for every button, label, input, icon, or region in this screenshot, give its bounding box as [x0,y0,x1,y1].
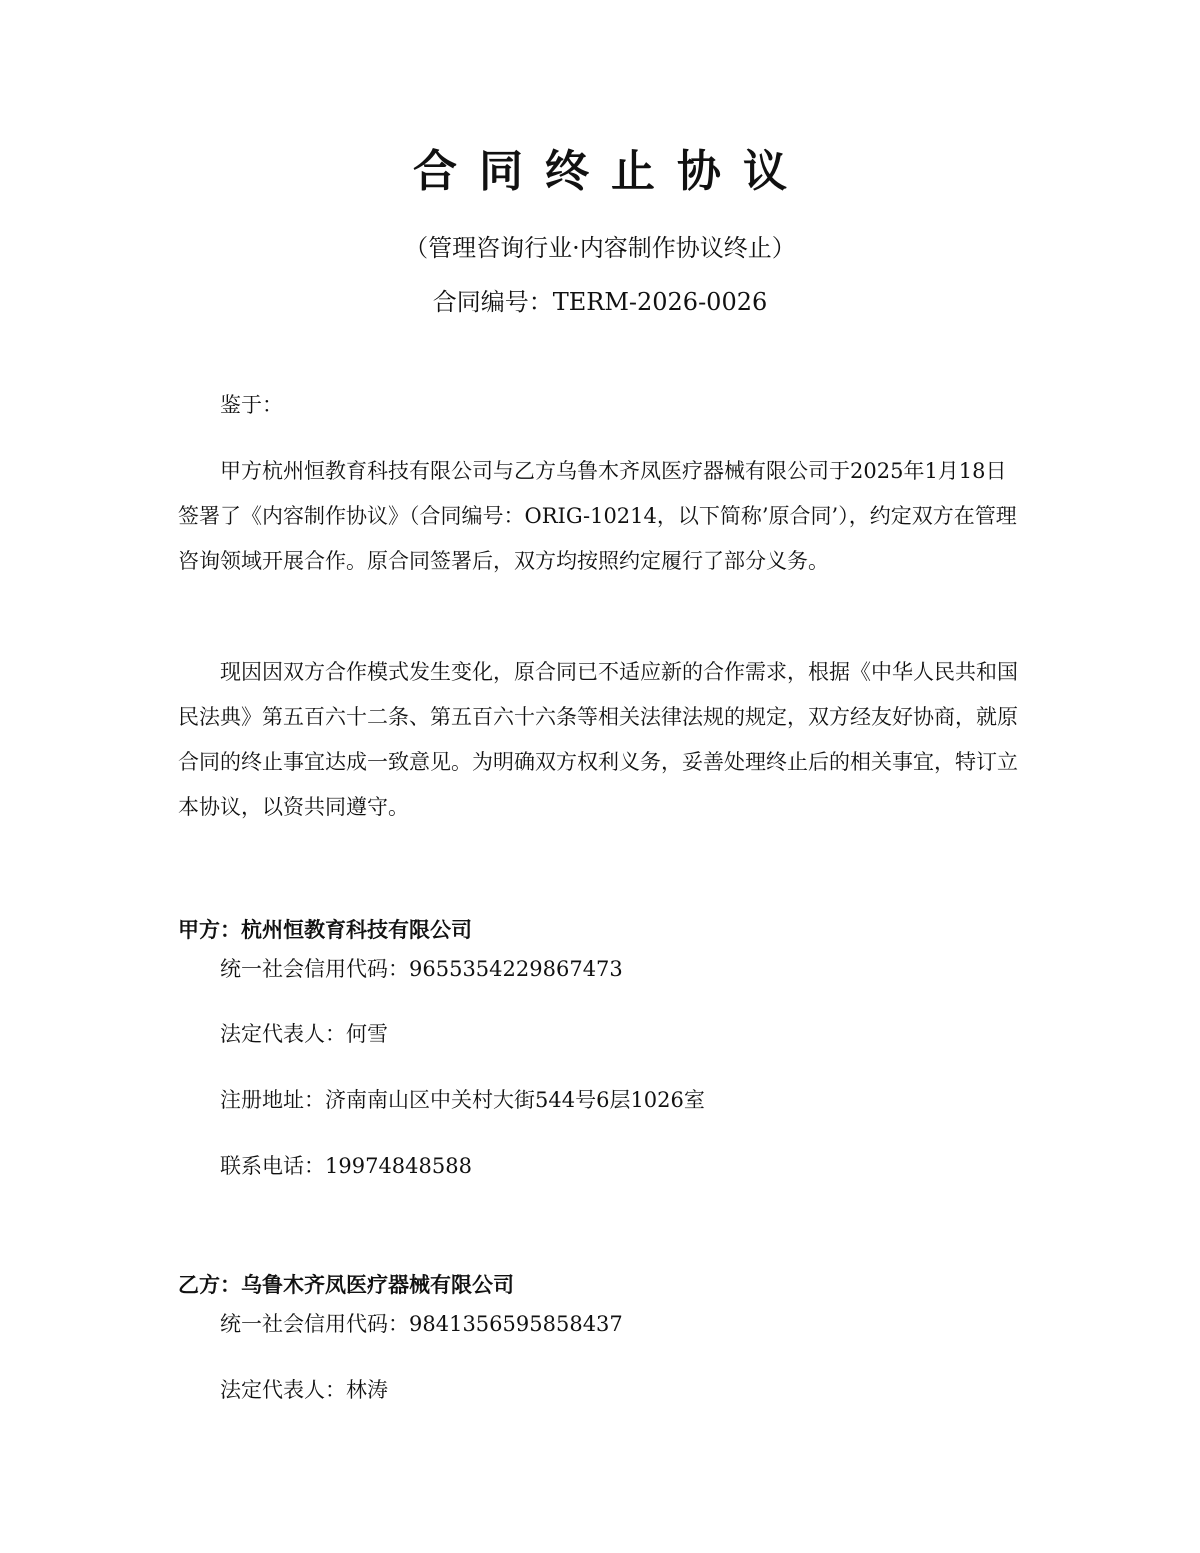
party-b-legal-rep: 法定代表人：林涛 [220,1378,388,1402]
party-b-heading: 乙方：乌鲁木齐凤医疗器械有限公司 [178,1273,514,1297]
party-b-credit-code: 统一社会信用代码：9841356595858437 [220,1312,623,1336]
preamble-paragraph-1: 甲方杭州恒教育科技有限公司与乙方乌鲁木齐凤医疗器械有限公司于2025年1月18日签署了《内容制作协议》（合同编号：ORIG-10214，以下简称’原合同’），约定双方在管理咨询领域开展合作。原合同签署后，双方均按照约定履行了部分义务。 [178,459,1017,573]
document-subtitle: （管理咨询行业·内容制作协议终止） [404,234,796,262]
party-a-legal-rep: 法定代表人：何雪 [220,1022,388,1046]
party-a-phone: 联系电话：19974848588 [220,1154,472,1178]
whereas-label: 鉴于： [220,393,283,417]
party-a-credit-code: 统一社会信用代码：9655354229867473 [220,957,623,981]
party-a-heading: 甲方：杭州恒教育科技有限公司 [178,918,472,942]
party-a-address: 注册地址：济南南山区中关村大街544号6层1026室 [220,1088,705,1112]
document-title: 合同终止协议 [413,146,809,197]
contract-number: 合同编号：TERM-2026-0026 [432,288,768,316]
preamble-paragraph-2: 现因因双方合作模式发生变化，原合同已不适应新的合作需求，根据《中华人民共和国民法典》第五百六十二条、第五百六十六条等相关法律法规的规定，双方经友好协商，就原合同的终止事宜达成一致意见。为明确双方权利义务，妥善处理终止后的相关事宜，特订立本协议，以资共同遵守。 [178,660,1018,819]
